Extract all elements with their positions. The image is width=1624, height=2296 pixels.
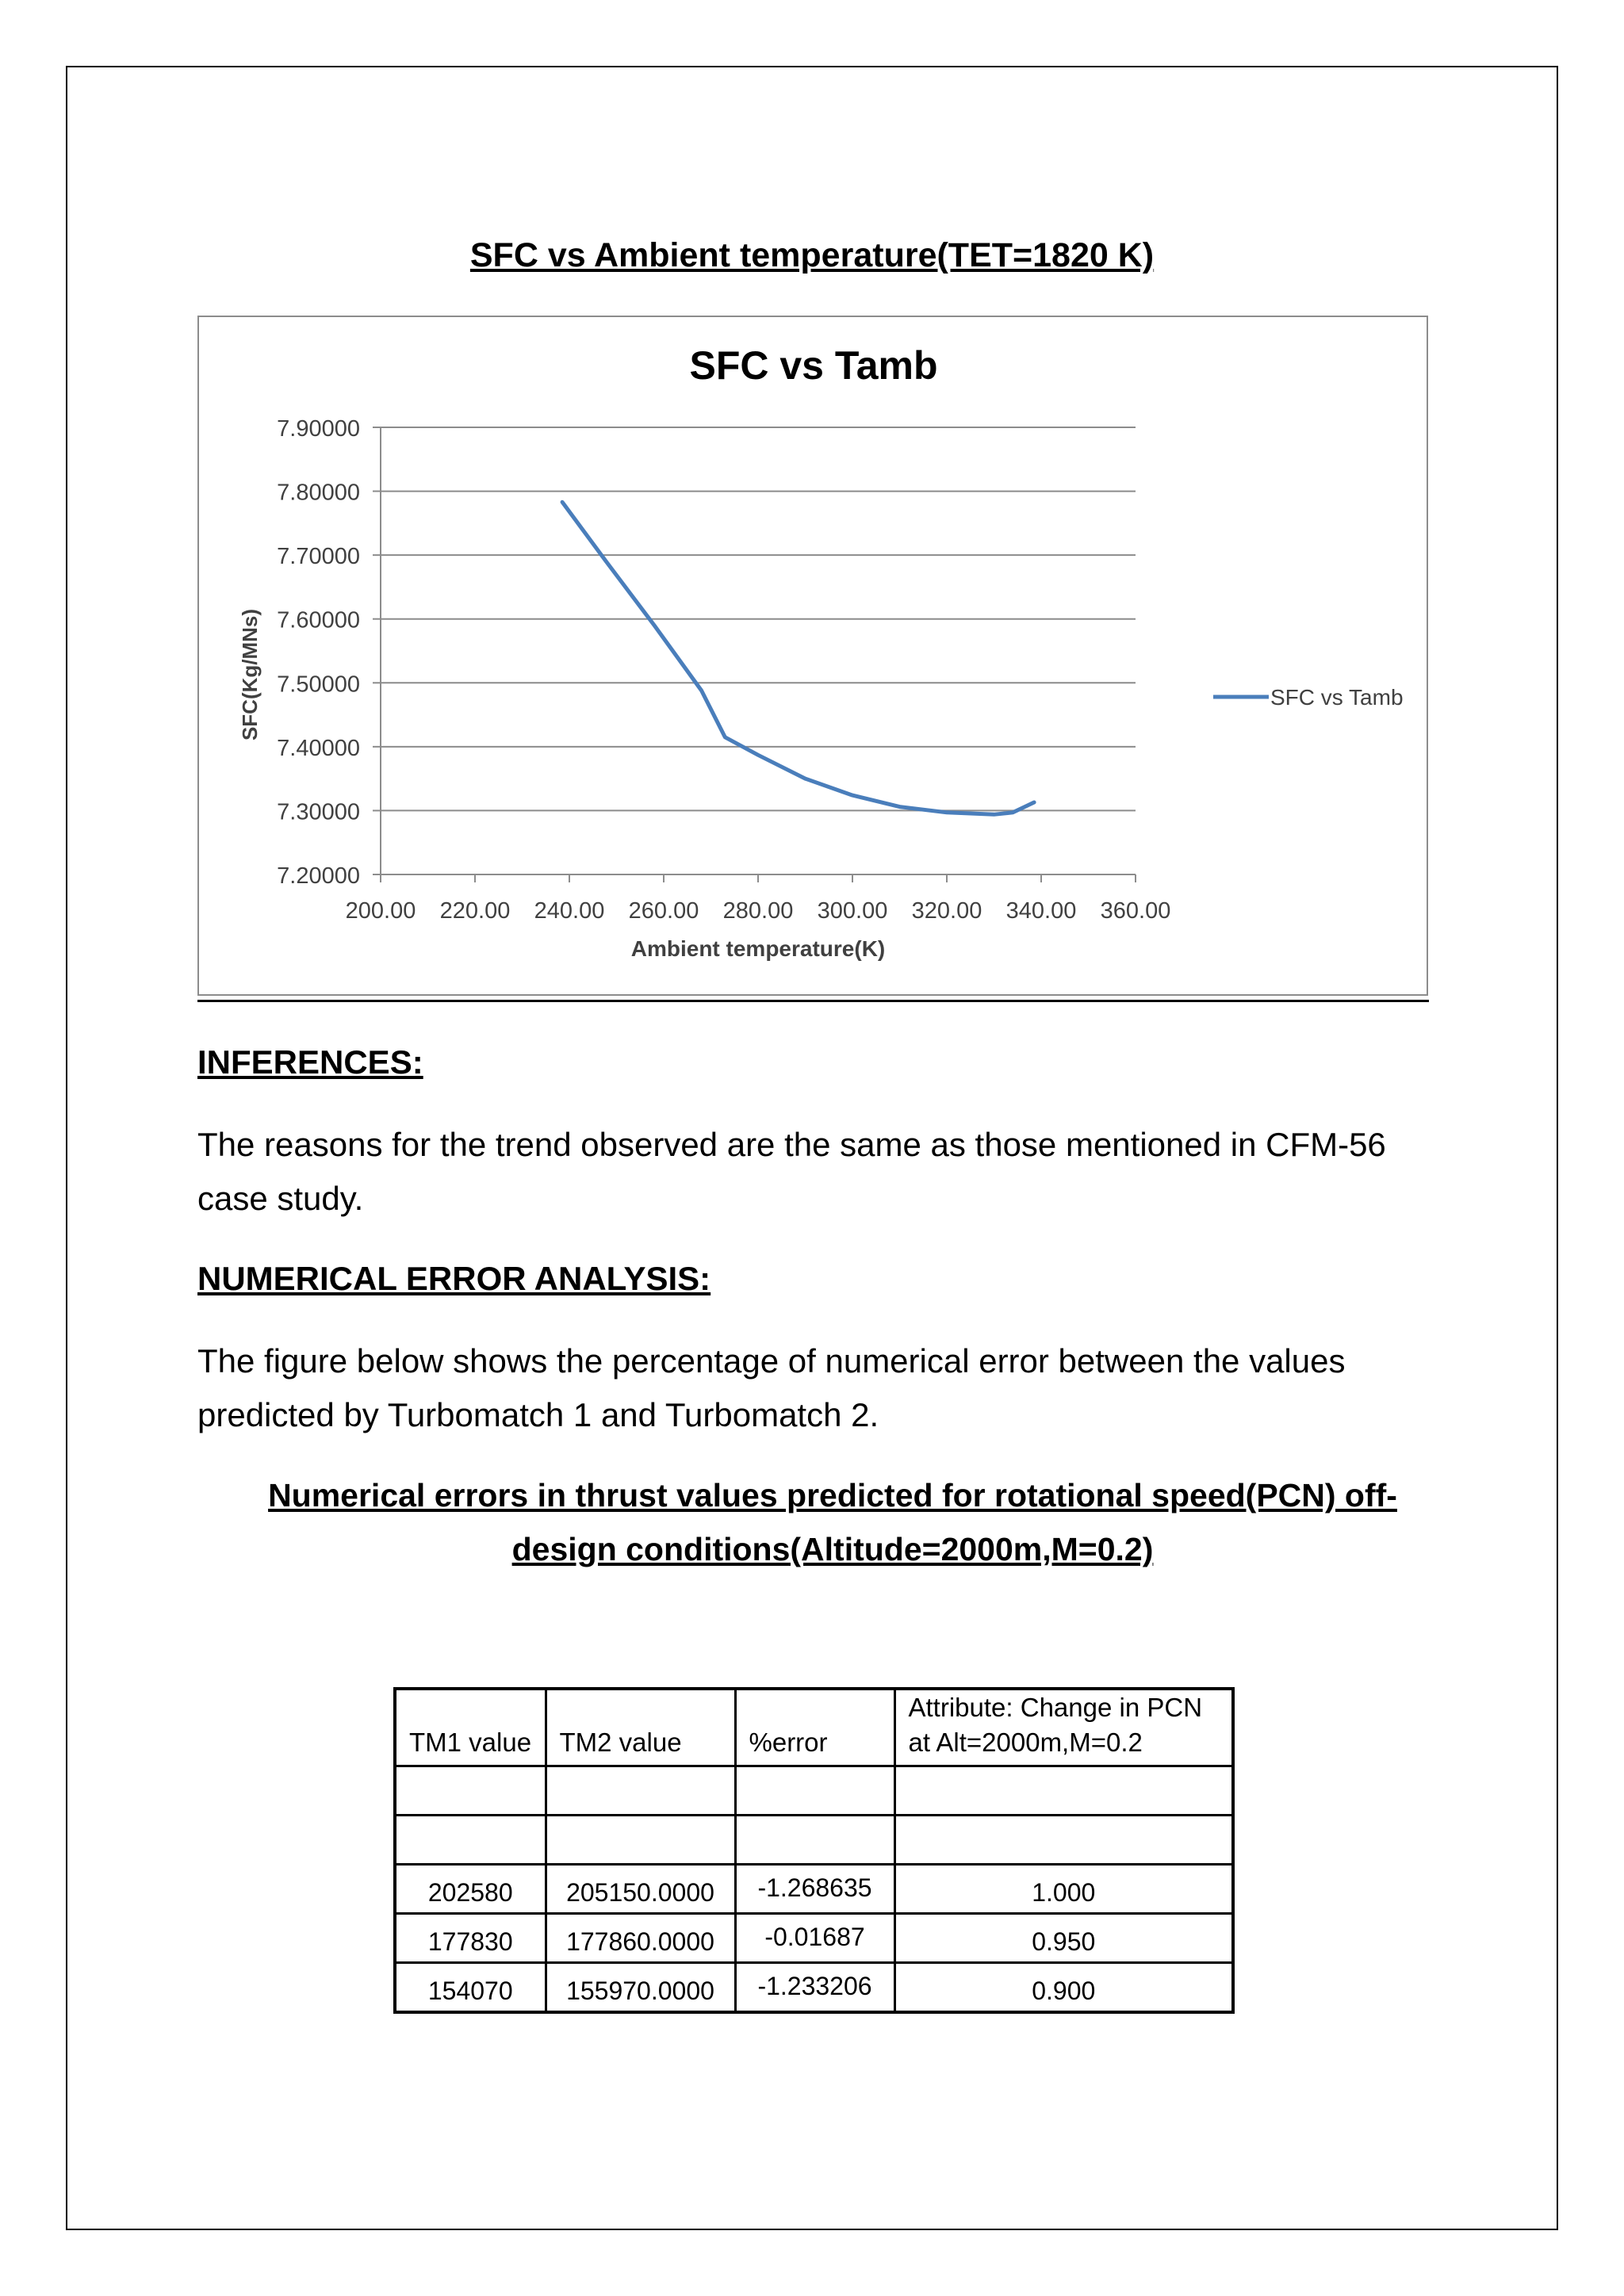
x-axis-label: Ambient temperature(K) bbox=[630, 936, 886, 961]
x-tick-label: 200.00 bbox=[345, 898, 416, 924]
y-tick-label: 7.70000 bbox=[277, 544, 360, 570]
chart-title: SFC vs Tamb bbox=[689, 343, 938, 388]
x-tick-label: 260.00 bbox=[628, 898, 699, 924]
y-tick-label: 7.30000 bbox=[277, 799, 360, 825]
x-tick-label: 240.00 bbox=[534, 898, 605, 924]
sfc-chart bbox=[0, 0, 1624, 1031]
cell-tm1: 202580 bbox=[395, 1865, 546, 1914]
legend-label: SFC vs Tamb bbox=[1270, 685, 1404, 710]
cell-tm1: 177830 bbox=[395, 1914, 546, 1963]
inferences-heading: INFERENCES: bbox=[197, 1043, 423, 1081]
table-blank-row bbox=[395, 1816, 1233, 1865]
table-row bbox=[395, 1914, 1233, 1963]
cell-error: -1.233206 bbox=[735, 1963, 894, 2012]
header-error: %error bbox=[735, 1689, 894, 1766]
chart-heading: SFC vs Ambient temperature(TET=1820 K) bbox=[469, 236, 1155, 274]
cell-attribute: 1.000 bbox=[894, 1865, 1233, 1914]
y-tick-label: 7.40000 bbox=[277, 735, 360, 761]
chart-underline bbox=[197, 1000, 1429, 1002]
table-header-row bbox=[395, 1689, 1233, 1766]
table-row bbox=[395, 1963, 1233, 2012]
cell-attribute: 0.900 bbox=[894, 1963, 1233, 2012]
y-tick-label: 7.60000 bbox=[277, 607, 360, 633]
x-tick-label: 220.00 bbox=[439, 898, 511, 924]
cell-tm1: 154070 bbox=[395, 1963, 546, 2012]
cell-error: -1.268635 bbox=[735, 1865, 894, 1914]
y-tick-label: 7.50000 bbox=[277, 672, 360, 698]
cell-tm2: 177860.0000 bbox=[546, 1914, 735, 1963]
inferences-text: The reasons for the trend observed are the same as those mentioned in CFM-56 case study. bbox=[197, 1126, 1386, 1217]
y-tick-label: 7.90000 bbox=[277, 416, 360, 442]
table-row bbox=[395, 1865, 1233, 1914]
cell-tm2: 155970.0000 bbox=[546, 1963, 735, 2012]
y-tick-label: 7.20000 bbox=[277, 863, 360, 889]
x-tick-label: 340.00 bbox=[1005, 898, 1077, 924]
x-tick-label: 280.00 bbox=[722, 898, 794, 924]
error-analysis-heading: NUMERICAL ERROR ANALYSIS: bbox=[197, 1260, 711, 1297]
x-tick-label: 320.00 bbox=[911, 898, 982, 924]
header-tm2: TM2 value bbox=[546, 1689, 735, 1766]
series-line-sfc-vs-tamb bbox=[562, 502, 1034, 814]
cell-attribute: 0.950 bbox=[894, 1914, 1233, 1963]
y-axis-label: SFC(Kg/MNs) bbox=[238, 608, 262, 741]
table-blank-row bbox=[395, 1766, 1233, 1816]
cell-tm2: 205150.0000 bbox=[546, 1865, 735, 1914]
header-tm1: TM1 value bbox=[395, 1689, 546, 1766]
x-tick-label: 360.00 bbox=[1100, 898, 1171, 924]
error-analysis-text: The figure below shows the percentage of numerical error between the values predicted by Turbomatch 1 and Turbomatch 2. bbox=[197, 1342, 1346, 1433]
error-table bbox=[393, 1687, 1235, 2014]
table-caption: Numerical errors in thrust values predicted for rotational speed(PCN) off-design conditions(Altitude=2000m,M=0.2) bbox=[268, 1477, 1397, 1567]
x-tick-label: 300.00 bbox=[817, 898, 888, 924]
cell-error: -0.01687 bbox=[735, 1914, 894, 1963]
header-attribute: Attribute: Change in PCN at Alt=2000m,M=0.2 bbox=[894, 1689, 1233, 1766]
y-tick-label: 7.80000 bbox=[277, 480, 360, 506]
